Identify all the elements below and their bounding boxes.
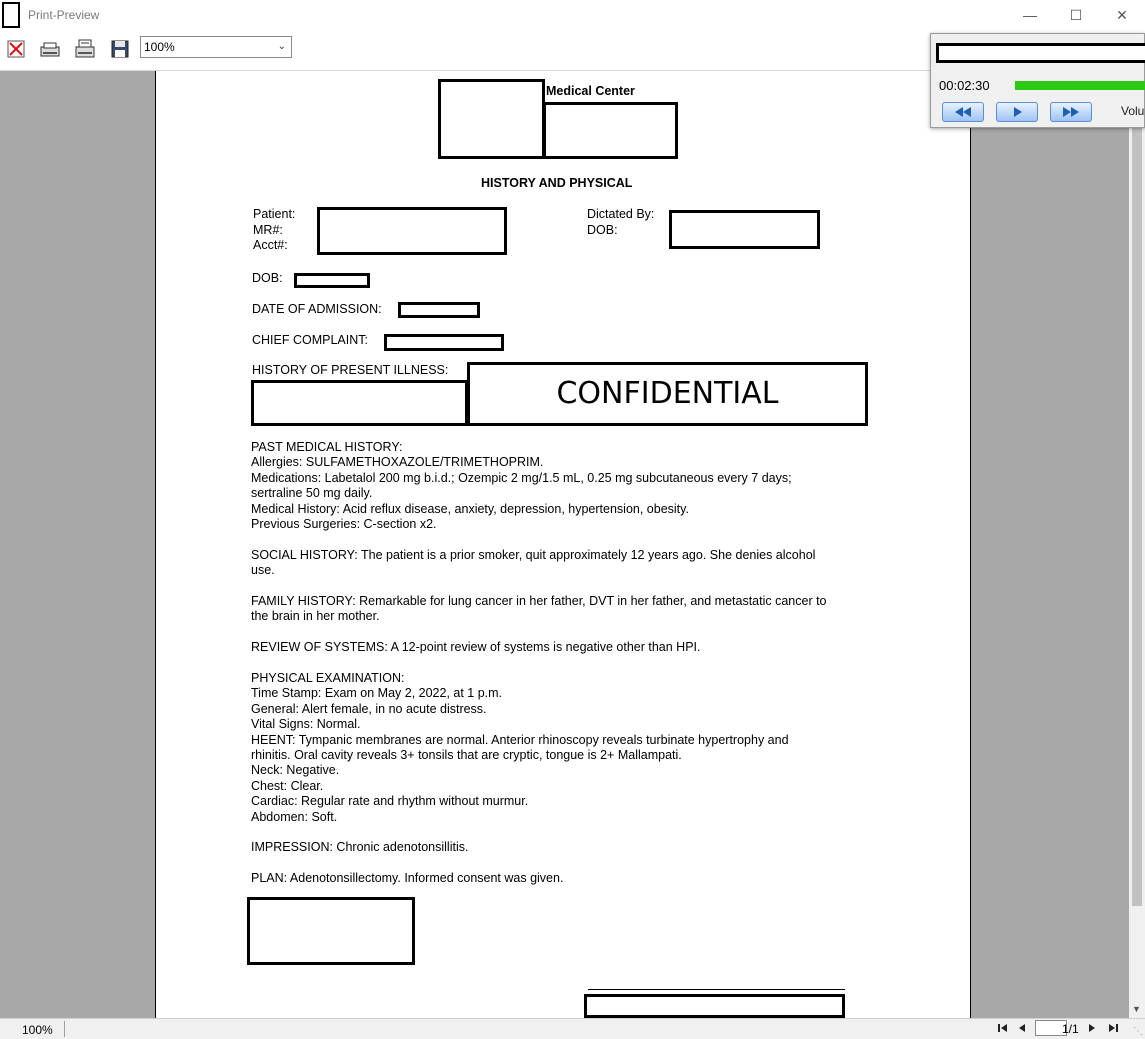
resize-grip-icon[interactable]: ⋱ [1133, 1026, 1143, 1037]
printer-setup-icon[interactable] [74, 38, 96, 60]
mr-label: MR#: [253, 223, 283, 237]
redacted-signature-name [584, 994, 845, 1018]
family-history-line: FAMILY HISTORY: Remarkable for lung cancer in her father, DVT in her father, and metastatic cancer to [251, 594, 827, 609]
title-bar [0, 0, 1145, 30]
dictated-dob-label: DOB: [587, 223, 618, 237]
neck-line: Neck: Negative. [251, 763, 340, 778]
redacted-signature-left [247, 897, 415, 965]
print-icon[interactable] [39, 38, 61, 60]
social-history-line: SOCIAL HISTORY: The patient is a prior smoker, quit approximately 12 years ago. She denies alcohol [251, 547, 816, 562]
fast-forward-button[interactable] [1050, 102, 1092, 122]
header-center-name: Medical Center [546, 84, 635, 98]
status-divider [64, 1021, 65, 1037]
chest-line: Chest: Clear. [251, 778, 324, 793]
family-history-line-cont: the brain in her mother. [251, 609, 380, 624]
rewind-button[interactable] [942, 102, 984, 122]
medications-line: Medications: Labetalol 200 mg b.i.d.; Ozempic 2 mg/1.5 mL, 0.25 mg subcutaneous every 7 days; [251, 470, 792, 485]
medical-history-line: Medical History: Acid reflux disease, anxiety, depression, hypertension, obesity. [251, 501, 689, 516]
status-zoom: 100% [22, 1023, 53, 1037]
window-title: Print-Preview [28, 8, 100, 22]
app-icon [2, 2, 20, 28]
page-indicator: 1/1 [1062, 1022, 1079, 1036]
surgeries-line: Previous Surgeries: C-section x2. [251, 517, 437, 532]
redacted-logo [438, 79, 545, 159]
chevron-down-icon: ⌄ [277, 41, 286, 52]
last-page-icon[interactable] [1106, 1021, 1120, 1035]
vital-signs-line: Vital Signs: Normal. [251, 717, 361, 732]
dictation-player [930, 33, 1145, 128]
impression-line: IMPRESSION: Chronic adenotonsillitis. [251, 840, 469, 855]
general-line: General: Alert female, in no acute distress. [251, 701, 487, 716]
status-bar [0, 1018, 1145, 1039]
document-body [251, 440, 879, 887]
play-icon [997, 103, 1037, 121]
zoom-select[interactable] [140, 36, 292, 58]
volume-label: Volu [1121, 104, 1145, 118]
ros-line: REVIEW OF SYSTEMS: A 12-point review of systems is negative other than HPI. [251, 640, 701, 655]
redacted-dictated-by [669, 210, 820, 249]
first-page-icon[interactable] [996, 1021, 1010, 1035]
previous-page-icon[interactable] [1015, 1021, 1029, 1035]
redacted-patient-info [317, 207, 507, 255]
fast-forward-icon [1051, 103, 1091, 121]
exam-heading: PHYSICAL EXAMINATION: [251, 671, 405, 686]
vertical-scrollbar[interactable] [1129, 71, 1145, 1018]
next-page-icon[interactable] [1085, 1021, 1099, 1035]
heent-line-cont: rhinitis. Oral cavity reveals 3+ tonsils that are cryptic, tongue is 2+ Mallampati. [251, 748, 682, 763]
dob-label: DOB: [252, 271, 283, 285]
minimize-button[interactable]: — [1023, 7, 1037, 23]
play-button[interactable] [996, 102, 1038, 122]
social-history-line-cont: use. [251, 563, 275, 578]
allergies-line: Allergies: SULFAMETHOXAZOLE/TRIMETHOPRIM. [251, 455, 544, 470]
rewind-icon [943, 103, 983, 121]
hpi-label: HISTORY OF PRESENT ILLNESS: [252, 363, 449, 377]
playback-time: 00:02:30 [939, 78, 990, 93]
dictated-by-label: Dictated By: [587, 207, 655, 221]
document-page [155, 71, 971, 1018]
save-icon[interactable] [109, 38, 131, 60]
close-preview-icon[interactable] [5, 38, 27, 60]
zoom-select-value: 100% [144, 40, 175, 54]
playback-progress-bar[interactable] [1015, 81, 1145, 90]
patient-label: Patient: [253, 207, 296, 221]
maximize-button[interactable]: ☐ [1069, 7, 1083, 23]
medications-line-cont: sertraline 50 mg daily. [251, 486, 373, 501]
redacted-admission-date [398, 302, 480, 318]
pmh-heading: PAST MEDICAL HISTORY: [251, 440, 403, 454]
admission-label: DATE OF ADMISSION: [252, 302, 382, 316]
scrollbar-thumb[interactable] [1132, 91, 1142, 906]
redacted-dob [294, 273, 370, 288]
redacted-address [543, 102, 678, 159]
heent-line: HEENT: Tympanic membranes are normal. Anterior rhinoscopy reveals turbinate hypertrophy and [251, 732, 789, 747]
cardiac-line: Cardiac: Regular rate and rhythm without murmur. [251, 794, 529, 809]
redacted-hpi [251, 380, 468, 426]
redacted-player-title [936, 43, 1145, 63]
acct-label: Acct#: [253, 238, 288, 252]
abdomen-line: Abdomen: Soft. [251, 809, 338, 824]
plan-line: PLAN: Adenotonsillectomy. Informed consent was given. [251, 871, 564, 886]
signature-line [588, 989, 845, 990]
close-button[interactable]: ✕ [1116, 7, 1128, 23]
document-heading: HISTORY AND PHYSICAL [481, 176, 633, 190]
confidential-stamp: CONFIDENTIAL [467, 362, 868, 426]
time-stamp-line: Time Stamp: Exam on May 2, 2022, at 1 p.m. [251, 686, 503, 701]
redacted-chief-complaint [384, 334, 504, 351]
chief-complaint-label: CHIEF COMPLAINT: [252, 333, 368, 347]
preview-viewport[interactable] [0, 71, 1145, 1018]
scroll-down-icon[interactable]: ▼ [1132, 1004, 1141, 1014]
